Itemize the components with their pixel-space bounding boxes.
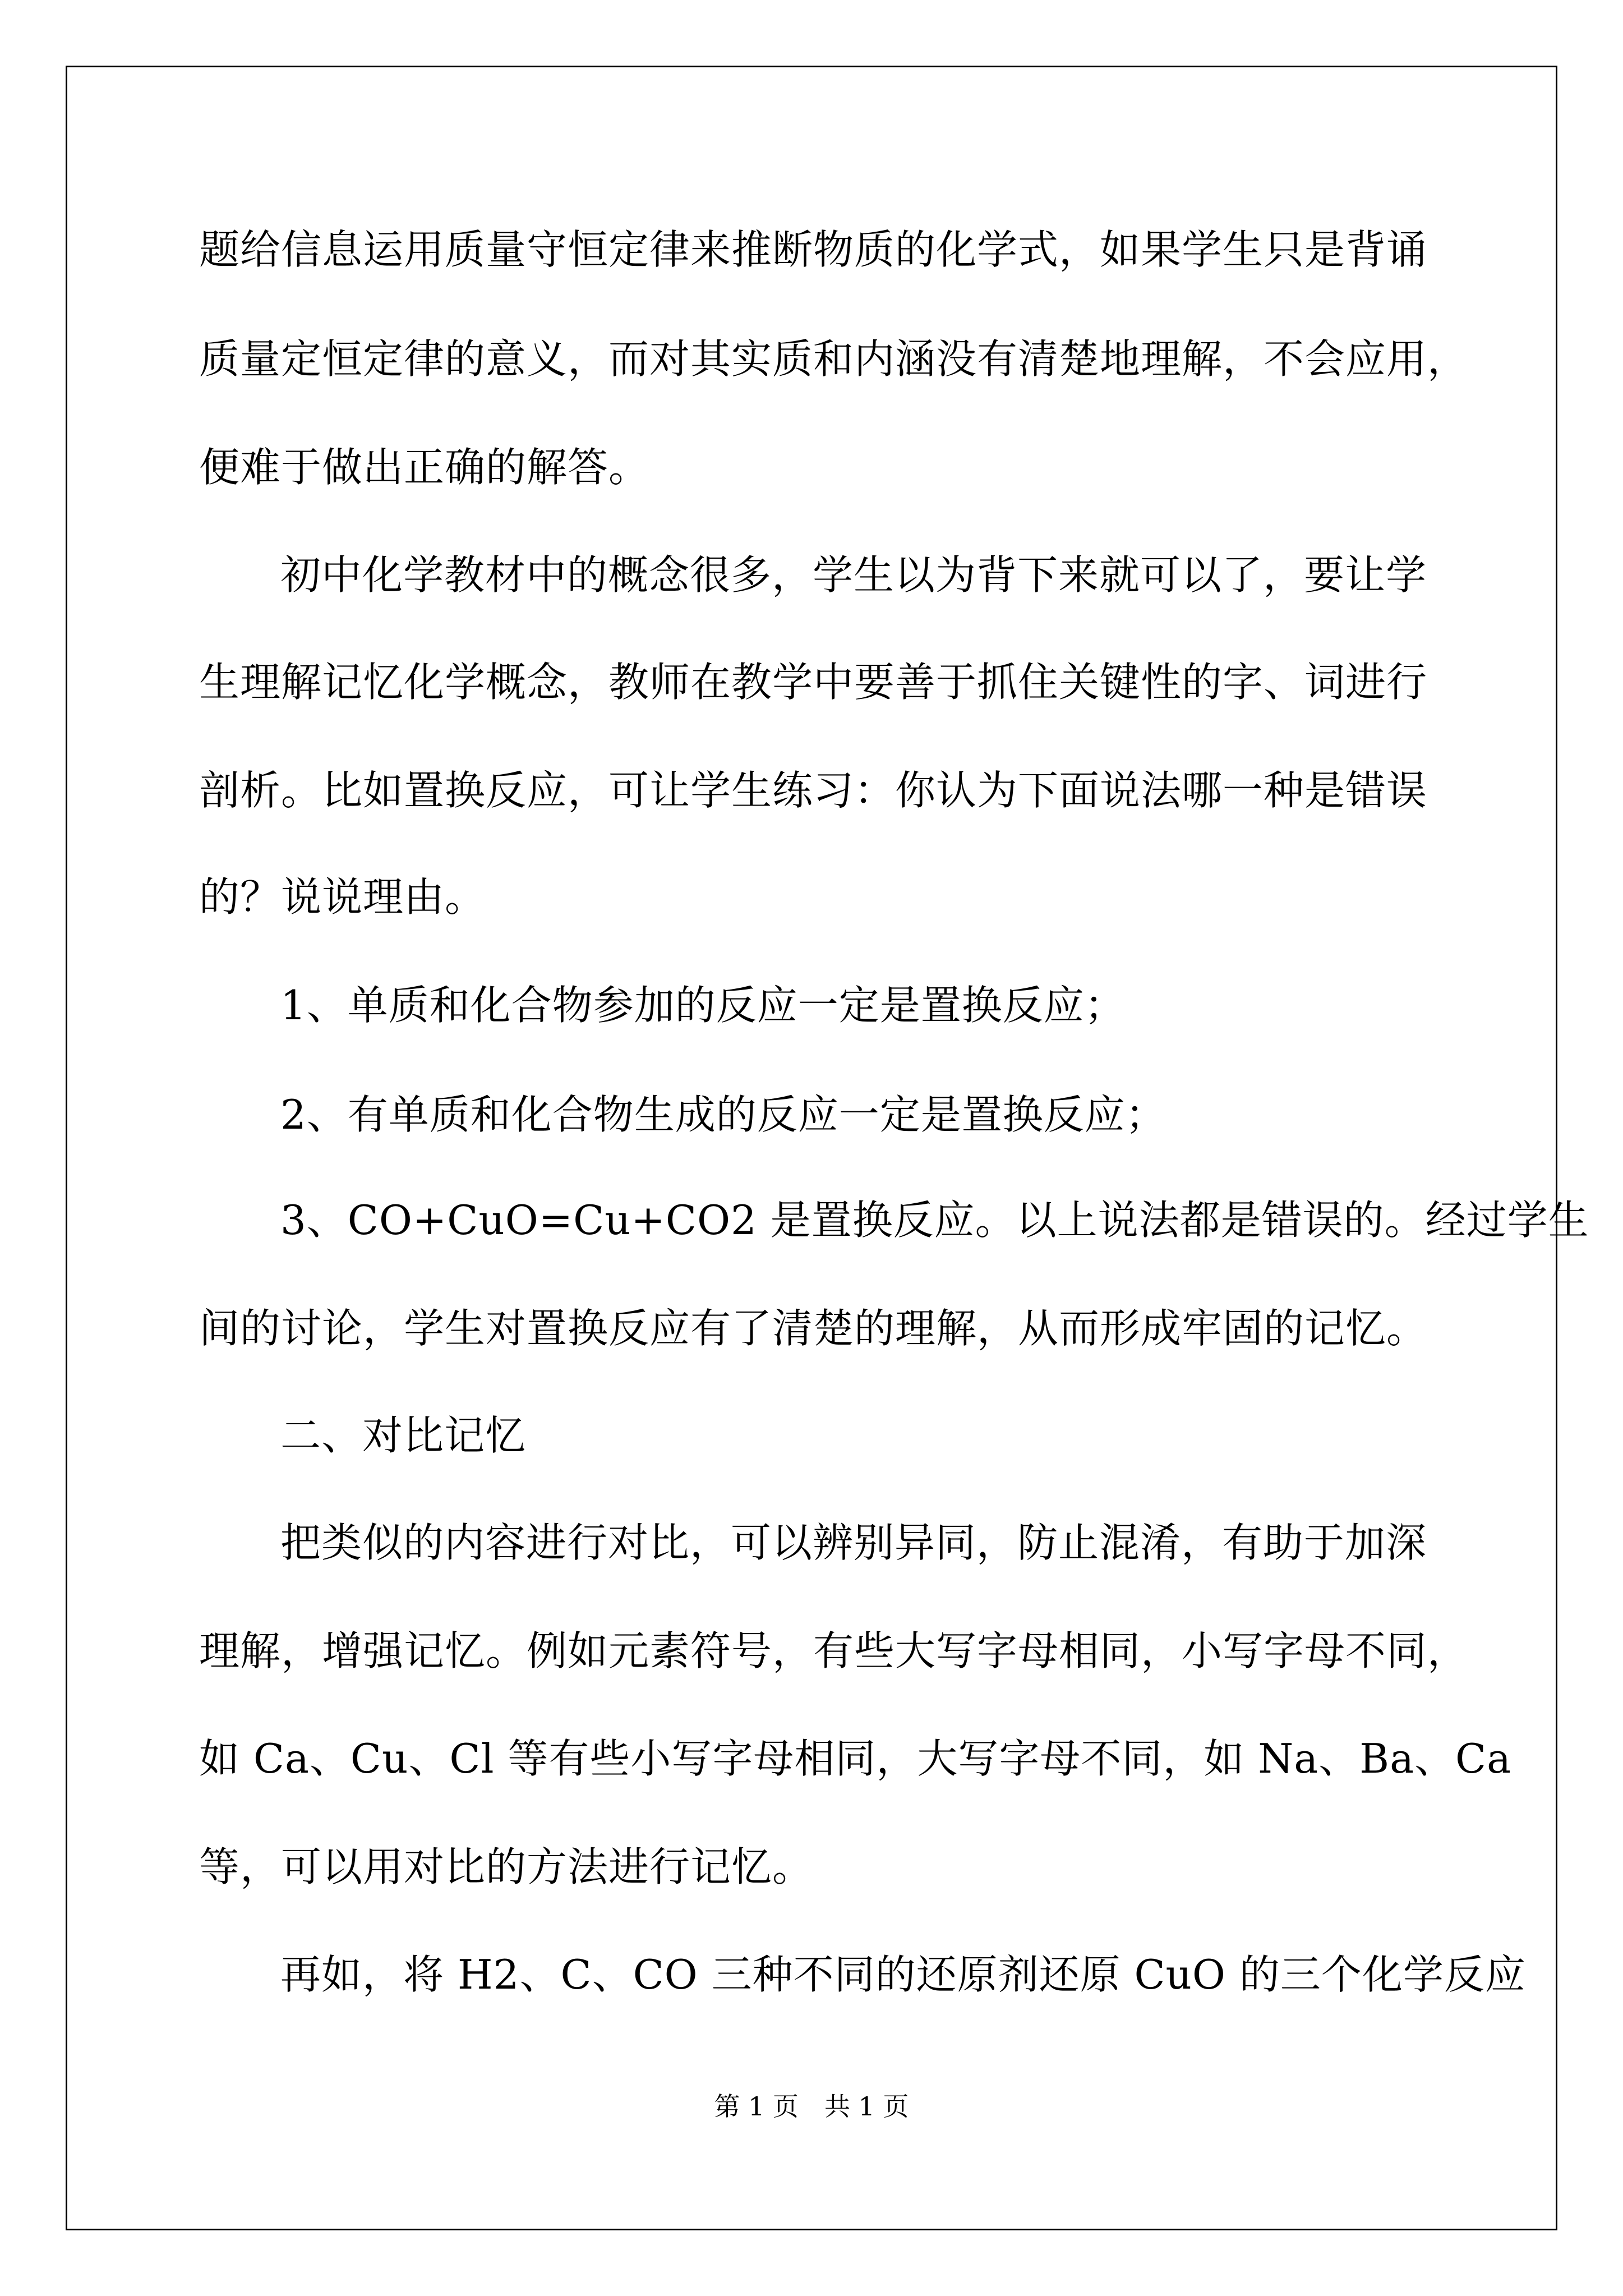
list-item: 1、单质和化合物参加的反应一定是置换反应； bbox=[280, 982, 1126, 1029]
text-line: 质量定恒定律的意义，而对其实质和内涵没有清楚地理解，不会应用， bbox=[199, 335, 1469, 383]
text-line: 的？说说理由。 bbox=[199, 873, 486, 921]
text-line: 理解，增强记忆。例如元素符号，有些大写字母相同，小写字母不同， bbox=[199, 1627, 1469, 1674]
text-line: 如 Ca、Cu、Cl 等有些小写字母相同，大写字母不同，如 Na、Ba、Ca bbox=[199, 1735, 1512, 1782]
section-heading: 二、对比记忆 bbox=[280, 1412, 527, 1459]
paragraph-start-line: 再如，将 H2、C、CO 三种不同的还原剂还原 CuO 的三个化学反应 bbox=[280, 1951, 1526, 1998]
list-item: 3、CO+CuO=Cu+CO2 是置换反应。以上说法都是错误的。经过学生 bbox=[280, 1197, 1589, 1244]
text-line: 剖析。比如置换反应，可让学生练习：你认为下面说法哪一种是错误 bbox=[199, 767, 1428, 814]
paragraph-start-line: 把类似的内容进行对比，可以辨别异同，防止混淆，有助于加深 bbox=[280, 1519, 1427, 1566]
list-item: 2、有单质和化合物生成的反应一定是置换反应； bbox=[280, 1091, 1166, 1138]
text-line: 题给信息运用质量守恒定律来推断物质的化学式，如果学生只是背诵 bbox=[199, 226, 1428, 273]
text-line: 等，可以用对比的方法进行记忆。 bbox=[199, 1843, 814, 1890]
page-border bbox=[66, 66, 1589, 2230]
page-footer: 第 1 页 共 1 页 bbox=[714, 2091, 909, 2122]
text-line: 生理解记忆化学概念，教师在教学中要善于抓住关键性的字、词进行 bbox=[199, 659, 1428, 706]
text-line: 便难于做出正确的解答。 bbox=[199, 444, 650, 491]
text-line: 间的讨论，学生对置换反应有了清楚的理解，从而形成牢固的记忆。 bbox=[199, 1305, 1428, 1352]
paragraph-start-line: 初中化学教材中的概念很多，学生以为背下来就可以了，要让学 bbox=[280, 551, 1427, 599]
